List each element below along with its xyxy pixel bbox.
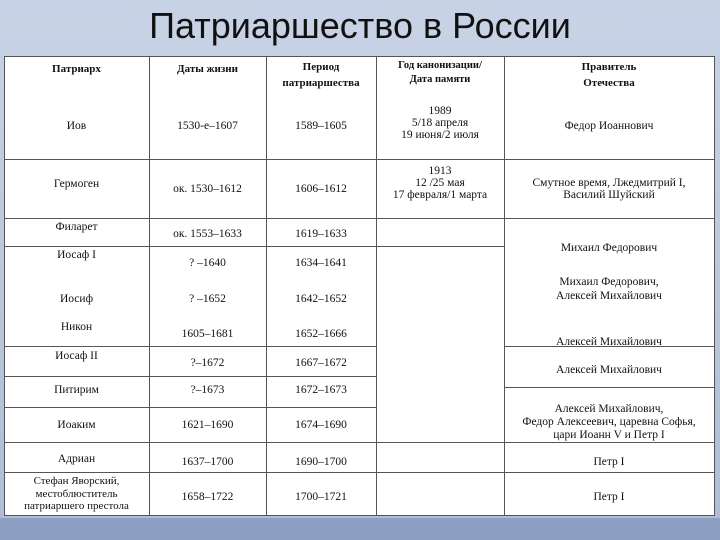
ruler: Алексей Михайлович, Федор Алексеевич, царевна Софья, цари Иоанн V и Петр I [522, 403, 696, 442]
patriarchate-period: 1606–1612 [295, 183, 347, 195]
slide-footer-band [0, 518, 720, 540]
life-dates: ? –1652 [189, 293, 226, 305]
life-dates: ?–1673 [190, 384, 225, 396]
ruler: Федор Иоаннович [564, 120, 654, 132]
slide-title: Патриаршество в России [149, 5, 571, 46]
ruler: Алексей Михайлович [556, 364, 662, 376]
life-dates: ? –1640 [189, 257, 226, 269]
row-divider [4, 407, 376, 408]
row-divider [4, 346, 376, 347]
canonization: 1913 12 /25 мая 17 февраля/1 марта [392, 165, 488, 202]
patriarch-name: Иов [66, 120, 87, 132]
header-life-dates: Даты жизни [177, 63, 238, 75]
patriarchate-period: 1700–1721 [295, 491, 347, 503]
patriarch-name: Филарет [55, 221, 98, 233]
life-dates: 1605–1681 [181, 328, 234, 340]
table-border-bottom [4, 515, 715, 516]
patriarchate-period: 1652–1666 [295, 328, 347, 340]
header-period: Период патриаршества [282, 61, 360, 89]
life-dates: ок. 1530–1612 [173, 183, 242, 195]
life-dates: 1621–1690 [181, 419, 234, 431]
patriarchate-period: 1619–1633 [295, 228, 347, 240]
patriarch-name: Иосиф [59, 293, 94, 305]
header-canonization: Год канонизации/ Дата памяти [398, 60, 482, 86]
row-divider [4, 159, 715, 160]
ruler: Петр I [593, 491, 625, 503]
patriarchate-period: 1589–1605 [295, 120, 347, 132]
header-ruler: Правитель Отечества [581, 61, 637, 89]
ruler: Михаил Федорович, Алексей Михайлович [556, 276, 662, 303]
patriarchate-period: 1667–1672 [295, 357, 347, 369]
patriarchate-period: 1690–1700 [295, 456, 347, 468]
life-dates: ок. 1553–1633 [173, 228, 242, 240]
patriarchate-period: 1642–1652 [295, 293, 347, 305]
patriarchs-table [4, 56, 715, 516]
life-dates: ?–1672 [190, 357, 225, 369]
row-divider [4, 472, 715, 473]
canonization: 1989 5/18 апреля 19 июня/2 июля [401, 105, 479, 142]
patriarch-name: Иосаф I [57, 249, 96, 261]
row-divider [4, 246, 504, 247]
patriarch-name: Иосаф II [55, 350, 98, 362]
row-divider [4, 442, 715, 443]
header-patriarch: Патриарх [52, 63, 101, 75]
row-divider [4, 56, 715, 57]
patriarchate-period: 1674–1690 [295, 419, 347, 431]
row-divider [504, 387, 715, 388]
patriarch-name: Гермоген [53, 178, 100, 190]
patriarchate-period: 1672–1673 [295, 384, 347, 396]
patriarch-name: Никон [60, 321, 93, 333]
row-divider [4, 218, 715, 219]
patriarch-name: Стефан Яворский, местоблюститель патриаршего престола [24, 475, 129, 513]
ruler: Смутное время, Лжедмитрий I, Василий Шуйский [532, 177, 686, 202]
patriarch-name: Адриан [57, 453, 96, 465]
ruler: Алексей Михайлович [556, 336, 662, 348]
patriarch-name: Питирим [54, 384, 99, 396]
life-dates: 1637–1700 [181, 456, 234, 468]
table-border-right [714, 56, 715, 516]
life-dates: 1658–1722 [181, 491, 234, 503]
row-divider [4, 376, 376, 377]
life-dates: 1530-е–1607 [177, 120, 238, 132]
ruler: Михаил Федорович [560, 242, 658, 254]
patriarchate-period: 1634–1641 [295, 257, 347, 269]
patriarch-name: Иоаким [57, 419, 96, 431]
ruler: Петр I [593, 456, 625, 468]
